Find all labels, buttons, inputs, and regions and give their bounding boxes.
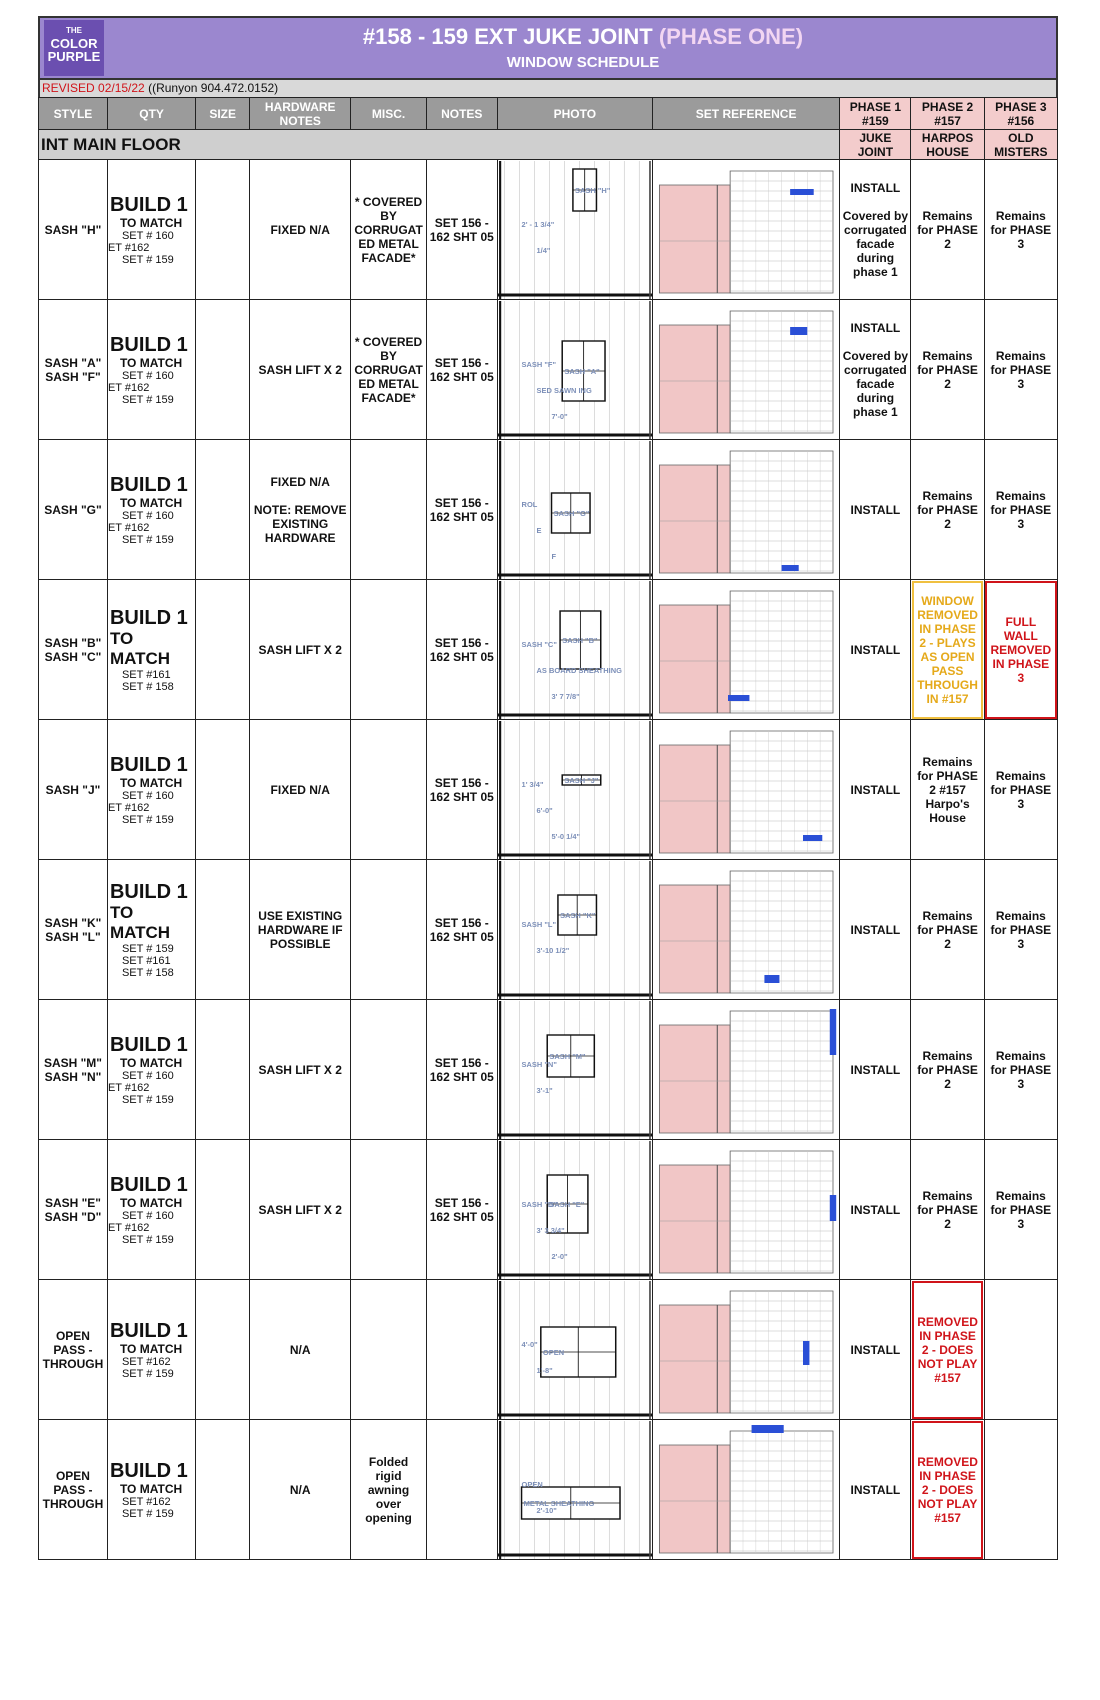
floor-plan-thumbnail: [653, 1281, 839, 1419]
set-reference-number: SET #161: [121, 954, 171, 967]
misc-text: * COVERED BY CORRUGAT ED METAL FACADE*: [354, 334, 423, 405]
schedule-row: [39, 1280, 1058, 1420]
size-cell: [196, 300, 250, 440]
phase2-cell: [911, 580, 984, 720]
build-count: BUILD 1: [109, 1459, 188, 1482]
drawing-label: SED SAWN ING: [536, 385, 592, 395]
notes-cell: SET 156 - 162 SHT 05: [426, 860, 497, 1000]
schedule-row: [39, 300, 1058, 440]
schedule-header: [38, 16, 1058, 80]
title-phase: (PHASE ONE): [658, 24, 804, 49]
elevation-drawing: [498, 161, 652, 299]
phase2-cell: [911, 1280, 984, 1420]
photo-cell: [497, 1280, 652, 1420]
build-count: BUILD 1: [109, 606, 188, 629]
drawing-label: SASH "C": [521, 639, 557, 649]
drawing-label: 3' 3 3/4": [536, 1225, 565, 1235]
notes-cell: SET 156 - 162 SHT 05: [426, 440, 497, 580]
schedule-row: [39, 720, 1058, 860]
hardware-text: SASH LIFT X 2: [258, 362, 342, 377]
set-reference-number: ET #162: [107, 381, 150, 394]
hardware-text: SASH LIFT X 2: [258, 642, 342, 657]
phase1-cell: [840, 720, 911, 860]
drawing-label: SASH "K": [559, 910, 596, 920]
set-reference-cell: [652, 300, 839, 440]
size-cell: [196, 1280, 250, 1420]
phase2-text: Remains for PHASE 2 #157 Harpo's House: [917, 754, 978, 825]
size-cell: [196, 580, 250, 720]
phase1-text: INSTALL: [850, 502, 901, 517]
col-notes: NOTES: [426, 98, 497, 130]
notes-cell: SET 156 - 162 SHT 05: [426, 1000, 497, 1140]
photo-cell: [497, 720, 652, 860]
misc-cell: [351, 1420, 426, 1560]
section-phase2: HARPOS HOUSE: [911, 130, 984, 160]
logo-line2: COLOR: [50, 36, 98, 51]
to-match-label: TO MATCH: [119, 355, 183, 370]
drawing-label: 1/4": [536, 245, 551, 255]
qty-cell: [107, 860, 195, 1000]
misc-cell: [351, 1140, 426, 1280]
phase1-text: INSTALL: [850, 782, 901, 797]
set-reference-cell: [652, 1140, 839, 1280]
set-reference-number: ET #162: [107, 1081, 150, 1094]
phase1-text: INSTALL: [850, 922, 901, 937]
phase3-cell: [984, 1420, 1057, 1560]
misc-cell: [351, 720, 426, 860]
photo-cell: [497, 580, 652, 720]
drawing-label: SASH "F": [521, 359, 556, 369]
set-reference-number: SET # 159: [121, 533, 174, 546]
phase2-text: REMOVED IN PHASE 2 - DOES NOT PLAY #157: [917, 1454, 978, 1525]
drawing-label: 2' - 1 3/4": [521, 219, 555, 229]
phase2-text: Remains for PHASE 2: [917, 488, 978, 531]
section-phase3: OLD MISTERS: [984, 130, 1057, 160]
drawing-label: 1'-8": [536, 1365, 553, 1375]
photo-cell: [497, 1420, 652, 1560]
drawing-label: AS BOARD SHEATHING: [536, 665, 622, 675]
elevation-drawing: [498, 581, 652, 719]
hardware-text: USE EXISTING HARDWARE IF POSSIBLE: [257, 908, 343, 951]
photo-cell: [497, 440, 652, 580]
drawing-label: SASH "A": [564, 366, 600, 376]
phase2-text: Remains for PHASE 2: [917, 1188, 978, 1231]
phase1-cell: [840, 300, 911, 440]
floor-plan-thumbnail: [653, 161, 839, 299]
size-cell: [196, 160, 250, 300]
drawing-label: SASH "J": [564, 775, 599, 785]
phase1-text: INSTALL Covered by corrugated facade during phase 1: [842, 320, 909, 419]
drawing-label: SASH "B": [562, 635, 598, 645]
phase1-cell: [840, 1420, 911, 1560]
phase2-text: Remains for PHASE 2: [917, 1048, 978, 1091]
phase3-cell: [984, 1140, 1057, 1280]
hardware-cell: [250, 860, 351, 1000]
phase1-cell: [840, 580, 911, 720]
phase2-cell: [911, 300, 984, 440]
set-reference-number: SET # 160: [121, 1209, 174, 1222]
phase3-cell: [984, 580, 1057, 720]
set-reference-number: SET # 159: [121, 1093, 174, 1106]
style-cell: SASH "E" SASH "D": [39, 1140, 108, 1280]
elevation-drawing: [498, 1141, 652, 1279]
window-schedule-sheet: [38, 16, 1058, 1560]
qty-cell: [107, 1280, 195, 1420]
drawing-label: 3' 7 7/8": [551, 691, 580, 701]
col-set-reference: SET REFERENCE: [652, 98, 839, 130]
to-match-label: TO MATCH: [119, 1055, 183, 1070]
phase2-cell: [911, 1140, 984, 1280]
hardware-cell: [250, 1000, 351, 1140]
schedule-row: [39, 440, 1058, 580]
schedule-table: [38, 97, 1058, 1560]
set-reference-cell: [652, 720, 839, 860]
schedule-row: [39, 1420, 1058, 1560]
qty-cell: [107, 300, 195, 440]
floor-plan-thumbnail: [653, 301, 839, 439]
hardware-cell: [250, 1420, 351, 1560]
drawing-label: ROL: [521, 499, 538, 509]
qty-cell: [107, 1000, 195, 1140]
set-reference-number: SET # 160: [121, 229, 174, 242]
col-phase2: PHASE 2 #157: [911, 98, 984, 130]
drawing-label: SASH "D": [521, 1199, 557, 1209]
hardware-text: SASH LIFT X 2: [258, 1062, 342, 1077]
notes-cell: [426, 1280, 497, 1420]
phase3-text: Remains for PHASE 3: [990, 768, 1052, 811]
phase3-cell: [984, 1000, 1057, 1140]
floor-plan-thumbnail: [653, 1421, 839, 1559]
drawing-label: 3'-10 1/2": [536, 945, 570, 955]
set-reference-number: SET # 160: [121, 789, 174, 802]
style-cell: SASH "J": [39, 720, 108, 860]
set-reference-number: SET # 159: [121, 942, 174, 955]
notes-cell: SET 156 - 162 SHT 05: [426, 300, 497, 440]
hardware-cell: [250, 160, 351, 300]
logo-line1: THE: [66, 26, 82, 35]
drawing-label: 2'-0": [551, 1251, 568, 1261]
set-reference-number: SET # 159: [121, 813, 174, 826]
elevation-drawing: [498, 441, 652, 579]
drawing-label: E: [536, 525, 542, 535]
section-row: [39, 130, 1058, 160]
drawing-label: 1' 3/4": [521, 779, 544, 789]
phase3-cell: [984, 720, 1057, 860]
phase1-cell: [840, 1140, 911, 1280]
phase3-cell: [984, 160, 1057, 300]
phase1-text: INSTALL: [850, 1482, 901, 1497]
set-reference-cell: [652, 1000, 839, 1140]
photo-cell: [497, 160, 652, 300]
notes-cell: SET 156 - 162 SHT 05: [426, 720, 497, 860]
drawing-label: SASH "L": [521, 919, 556, 929]
hardware-text: FIXED N/A: [270, 782, 330, 797]
set-reference-number: ET #162: [107, 241, 150, 254]
phase2-text: WINDOW REMOVED IN PHASE 2 - PLAYS AS OPEN PASS THROUGH IN #157: [917, 593, 978, 706]
set-reference-cell: [652, 1280, 839, 1420]
style-cell: OPEN PASS - THROUGH: [39, 1420, 108, 1560]
style-cell: SASH "G": [39, 440, 108, 580]
to-match-label: TO MATCH: [119, 1195, 183, 1210]
col-size: SIZE: [196, 98, 250, 130]
color-purple-logo: [44, 20, 104, 76]
build-count: BUILD 1: [109, 1173, 188, 1196]
col-style: STYLE: [39, 98, 108, 130]
qty-cell: [107, 160, 195, 300]
qty-cell: [107, 580, 195, 720]
hardware-cell: [250, 440, 351, 580]
drawing-label: OPEN: [521, 1479, 543, 1489]
notes-cell: SET 156 - 162 SHT 05: [426, 580, 497, 720]
floor-plan-thumbnail: [653, 441, 839, 579]
notes-cell: SET 156 - 162 SHT 05: [426, 1140, 497, 1280]
revision-line: [38, 80, 1058, 97]
to-match-label: TO MATCH: [119, 775, 183, 790]
phase3-cell: [984, 440, 1057, 580]
misc-cell: [351, 1280, 426, 1420]
misc-cell: [351, 1000, 426, 1140]
elevation-drawing: [498, 721, 652, 859]
section-phase1: JUKE JOINT: [840, 130, 911, 160]
hardware-cell: [250, 1140, 351, 1280]
misc-cell: [351, 160, 426, 300]
set-reference-number: SET #162: [121, 1355, 171, 1368]
build-count: BUILD 1: [109, 1319, 188, 1342]
col-hardware-notes: HARDWARE NOTES: [250, 98, 351, 130]
col-photo: PHOTO: [497, 98, 652, 130]
build-count: BUILD 1: [109, 333, 188, 356]
drawing-label: SASH "N": [521, 1059, 557, 1069]
to-match-label: TO MATCH: [119, 1341, 183, 1356]
build-count: BUILD 1: [109, 753, 188, 776]
hardware-cell: [250, 580, 351, 720]
page-subtitle: WINDOW SCHEDULE: [506, 54, 660, 71]
set-reference-number: ET #162: [107, 1221, 150, 1234]
revised-date: REVISED 02/15/22: [42, 81, 145, 95]
size-cell: [196, 440, 250, 580]
style-cell: OPEN PASS - THROUGH: [39, 1280, 108, 1420]
hardware-text: FIXED N/A NOTE: REMOVE EXISTING HARDWARE: [253, 474, 347, 545]
hardware-text: SASH LIFT X 2: [258, 1202, 342, 1217]
schedule-row: [39, 160, 1058, 300]
column-header-row: [39, 98, 1058, 130]
set-reference-cell: [652, 440, 839, 580]
misc-text: * COVERED BY CORRUGAT ED METAL FACADE*: [354, 194, 423, 265]
floor-plan-thumbnail: [653, 861, 839, 999]
drawing-label: 7'-0": [551, 411, 568, 421]
phase3-text: Remains for PHASE 3: [990, 1048, 1052, 1091]
floor-plan-thumbnail: [653, 581, 839, 719]
drawing-label: 2'-10": [536, 1505, 557, 1515]
elevation-drawing: [498, 1421, 652, 1559]
drawing-label: 5'-0 1/4": [551, 831, 580, 841]
phase1-text: INSTALL: [850, 1202, 901, 1217]
build-count: BUILD 1: [109, 473, 188, 496]
phase3-cell: [984, 300, 1057, 440]
phase2-text: Remains for PHASE 2: [917, 348, 978, 391]
phase1-cell: [840, 160, 911, 300]
drawing-label: 6'-0": [536, 805, 553, 815]
to-match-label: TO MATCH: [119, 1481, 183, 1496]
phase1-text: INSTALL Covered by corrugated facade during phase 1: [842, 180, 909, 279]
phase2-cell: [911, 1000, 984, 1140]
to-match-label: TO MATCH: [119, 495, 183, 510]
floor-plan-thumbnail: [653, 721, 839, 859]
elevation-drawing: [498, 861, 652, 999]
phase3-text: Remains for PHASE 3: [990, 208, 1052, 251]
hardware-cell: [250, 1280, 351, 1420]
col-misc: MISC.: [351, 98, 426, 130]
drawing-label: OPEN: [542, 1347, 564, 1357]
set-reference-number: SET # 159: [121, 1233, 174, 1246]
hardware-text: FIXED N/A: [270, 222, 330, 237]
set-reference-number: SET #162: [121, 1495, 171, 1508]
schedule-row: [39, 580, 1058, 720]
set-reference-cell: [652, 860, 839, 1000]
size-cell: [196, 1420, 250, 1560]
set-reference-number: ET #162: [107, 521, 150, 534]
logo-line3: PURPLE: [47, 49, 101, 64]
qty-cell: [107, 440, 195, 580]
set-reference-number: SET #161: [121, 668, 171, 681]
photo-cell: [497, 1140, 652, 1280]
set-reference-number: SET # 158: [121, 966, 174, 979]
phase2-text: Remains for PHASE 2: [917, 208, 978, 251]
set-reference-number: SET # 159: [121, 1507, 174, 1520]
contact-info: ((Runyon 904.472.0152): [148, 81, 279, 95]
drawing-label: METAL SHEATHING: [523, 1498, 595, 1508]
style-cell: SASH "K" SASH "L": [39, 860, 108, 1000]
size-cell: [196, 860, 250, 1000]
drawing-label: 4'-0": [521, 1339, 538, 1349]
set-reference-number: SET # 159: [121, 253, 174, 266]
set-reference-number: SET # 160: [121, 369, 174, 382]
drawing-label: 3'-1": [536, 1085, 553, 1095]
size-cell: [196, 1140, 250, 1280]
phase2-text: REMOVED IN PHASE 2 - DOES NOT PLAY #157: [917, 1314, 978, 1385]
size-cell: [196, 720, 250, 860]
notes-cell: SET 156 - 162 SHT 05: [426, 160, 497, 300]
style-cell: SASH "B" SASH "C": [39, 580, 108, 720]
phase3-cell: [984, 1280, 1057, 1420]
misc-cell: [351, 860, 426, 1000]
qty-cell: [107, 720, 195, 860]
phase1-text: INSTALL: [850, 1062, 901, 1077]
phase2-cell: [911, 860, 984, 1000]
phase1-cell: [840, 1280, 911, 1420]
elevation-drawing: [498, 1001, 652, 1139]
misc-cell: [351, 300, 426, 440]
phase1-text: INSTALL: [850, 642, 901, 657]
phase3-text: Remains for PHASE 3: [990, 1188, 1052, 1231]
hardware-cell: [250, 300, 351, 440]
misc-text: Folded rigid awning over opening: [365, 1454, 412, 1525]
phase3-text: Remains for PHASE 3: [990, 488, 1052, 531]
notes-cell: [426, 1420, 497, 1560]
drawing-label: SASH "H": [574, 185, 611, 195]
phase3-text: Remains for PHASE 3: [990, 908, 1052, 951]
style-cell: SASH "H": [39, 160, 108, 300]
floor-plan-thumbnail: [653, 1141, 839, 1279]
phase2-cell: [911, 160, 984, 300]
hardware-cell: [250, 720, 351, 860]
set-reference-cell: [652, 580, 839, 720]
style-cell: SASH "M" SASH "N": [39, 1000, 108, 1140]
set-reference-number: SET # 160: [121, 1069, 174, 1082]
hardware-text: N/A: [289, 1342, 311, 1357]
set-reference-number: ET #162: [107, 801, 150, 814]
drawing-label: SASH "G": [553, 508, 590, 518]
phase1-cell: [840, 1000, 911, 1140]
phase3-text: FULL WALL REMOVED IN PHASE 3: [990, 614, 1052, 685]
page-title: [110, 24, 1056, 50]
photo-cell: [497, 1000, 652, 1140]
set-reference-cell: [652, 160, 839, 300]
phase3-text: Remains for PHASE 3: [990, 348, 1052, 391]
set-reference-number: SET # 159: [121, 393, 174, 406]
phase1-cell: [840, 440, 911, 580]
size-cell: [196, 1000, 250, 1140]
misc-cell: [351, 580, 426, 720]
col-qty: QTY: [107, 98, 195, 130]
build-count: BUILD 1: [109, 880, 188, 903]
phase2-cell: [911, 720, 984, 860]
build-count: BUILD 1: [109, 193, 188, 216]
phase2-cell: [911, 1420, 984, 1560]
phase2-text: Remains for PHASE 2: [917, 908, 978, 951]
elevation-drawing: [498, 301, 652, 439]
style-cell: SASH "A" SASH "F": [39, 300, 108, 440]
elevation-drawing: [498, 1281, 652, 1419]
title-text: #158 - 159 EXT JUKE JOINT: [362, 24, 653, 49]
drawing-label: SASH "E": [549, 1199, 585, 1209]
hardware-text: N/A: [289, 1482, 311, 1497]
set-reference-number: SET # 158: [121, 680, 174, 693]
to-match-label: TO MATCH: [109, 902, 171, 942]
col-phase1: PHASE 1 #159: [840, 98, 911, 130]
schedule-row: [39, 860, 1058, 1000]
phase1-cell: [840, 860, 911, 1000]
col-phase3: PHASE 3 #156: [984, 98, 1057, 130]
photo-cell: [497, 860, 652, 1000]
set-reference-number: SET # 160: [121, 509, 174, 522]
set-reference-number: SET # 159: [121, 1367, 174, 1380]
drawing-label: F: [551, 551, 556, 561]
phase1-text: INSTALL: [850, 1342, 901, 1357]
qty-cell: [107, 1140, 195, 1280]
floor-plan-thumbnail: [653, 1001, 839, 1139]
photo-cell: [497, 300, 652, 440]
set-reference-cell: [652, 1420, 839, 1560]
section-label: INT MAIN FLOOR: [39, 130, 840, 160]
schedule-row: [39, 1140, 1058, 1280]
build-count: BUILD 1: [109, 1033, 188, 1056]
phase2-cell: [911, 440, 984, 580]
schedule-row: [39, 1000, 1058, 1140]
qty-cell: [107, 1420, 195, 1560]
phase3-cell: [984, 860, 1057, 1000]
drawing-label: SASH "M": [549, 1051, 586, 1061]
to-match-label: TO MATCH: [119, 215, 183, 230]
to-match-label: TO MATCH: [109, 628, 171, 668]
misc-cell: [351, 440, 426, 580]
